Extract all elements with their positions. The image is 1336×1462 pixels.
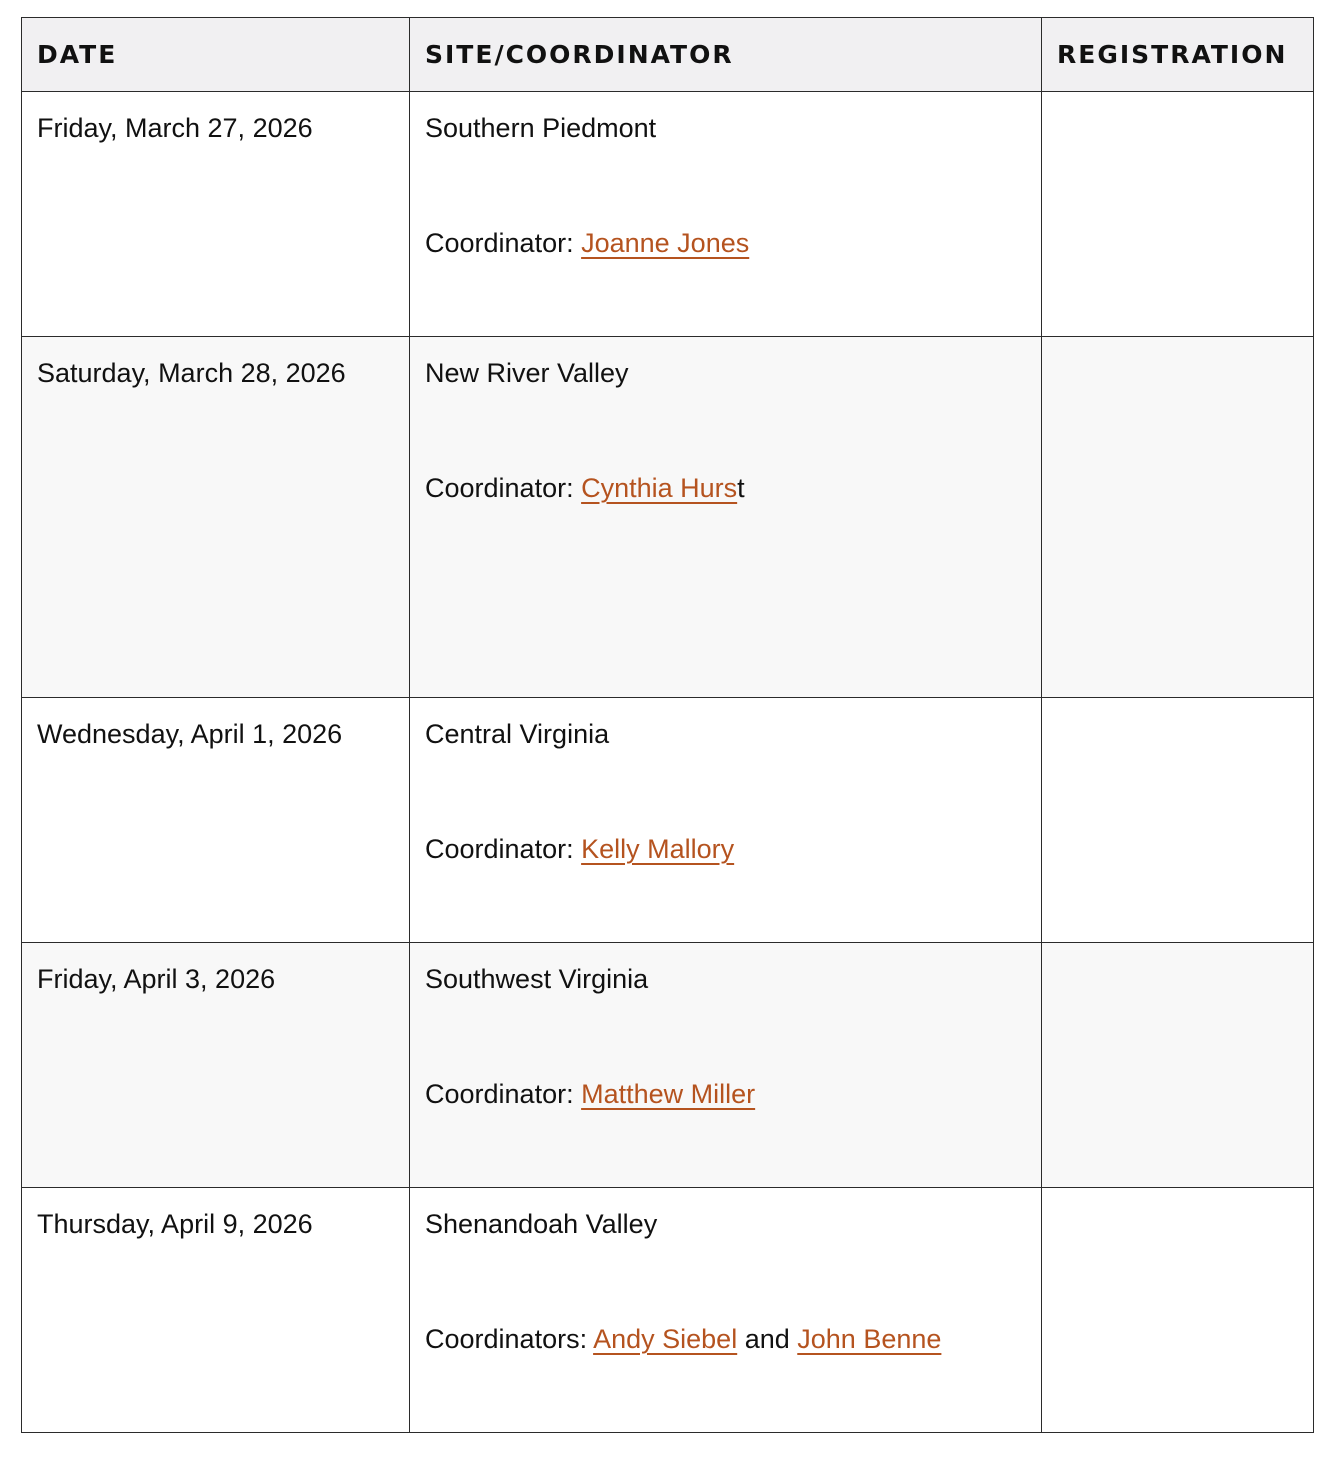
coordinator-link[interactable]: Joanne Jones [581,228,750,258]
header-registration: REGISTRATION [1042,18,1314,92]
table-row [22,1188,1314,1433]
header-date: DATE [22,18,410,92]
coordinator-line [425,472,1026,504]
table-row [22,698,1314,943]
site-cell [410,92,1042,337]
date-cell: Friday, March 27, 2026 [22,92,410,337]
coordinator-label: Coordinator: [425,834,582,864]
coordinator-line [425,227,1026,259]
coordinator-suffix: t [737,473,745,503]
coordinator-link[interactable]: Cynthia Hurs [581,473,738,503]
date-cell: Thursday, April 9, 2026 [22,1188,410,1433]
header-site-coordinator: SITE/COORDINATOR [410,18,1042,92]
site-cell [410,337,1042,698]
table-row [22,943,1314,1188]
table-row [22,337,1314,698]
site-name: Central Virginia [425,719,610,749]
coordinator-label: Coordinator: [425,1079,582,1109]
registration-cell [1042,92,1314,337]
events-table-container [21,17,1313,1433]
table-row [22,92,1314,337]
registration-cell [1042,337,1314,698]
site-name: New River Valley [425,358,629,388]
events-table [21,17,1314,1433]
date-cell: Saturday, March 28, 2026 [22,337,410,698]
site-name: Shenandoah Valley [425,1209,658,1239]
coordinator-line [425,833,1026,865]
coordinator-line [425,1323,1026,1355]
coordinator-link[interactable]: Matthew Miller [581,1079,756,1109]
date-cell: Wednesday, April 1, 2026 [22,698,410,943]
site-cell [410,698,1042,943]
coordinator-link[interactable]: Andy Siebel [593,1324,738,1354]
coordinator-link[interactable]: John Benne [797,1324,942,1354]
coordinator-label: Coordinator: [425,228,582,258]
coordinator-connector: and [737,1324,798,1354]
coordinator-label: Coordinator: [425,473,582,503]
registration-cell [1042,1188,1314,1433]
header-row [22,18,1314,92]
registration-cell [1042,698,1314,943]
date-cell: Friday, April 3, 2026 [22,943,410,1188]
site-name: Southwest Virginia [425,964,649,994]
table-header [22,18,1314,92]
site-name: Southern Piedmont [425,113,657,143]
table-body [22,92,1314,1433]
site-cell [410,943,1042,1188]
coordinator-link[interactable]: Kelly Mallory [581,834,735,864]
coordinator-label: Coordinators: [425,1324,594,1354]
site-cell [410,1188,1042,1433]
registration-cell [1042,943,1314,1188]
coordinator-line [425,1078,1026,1110]
